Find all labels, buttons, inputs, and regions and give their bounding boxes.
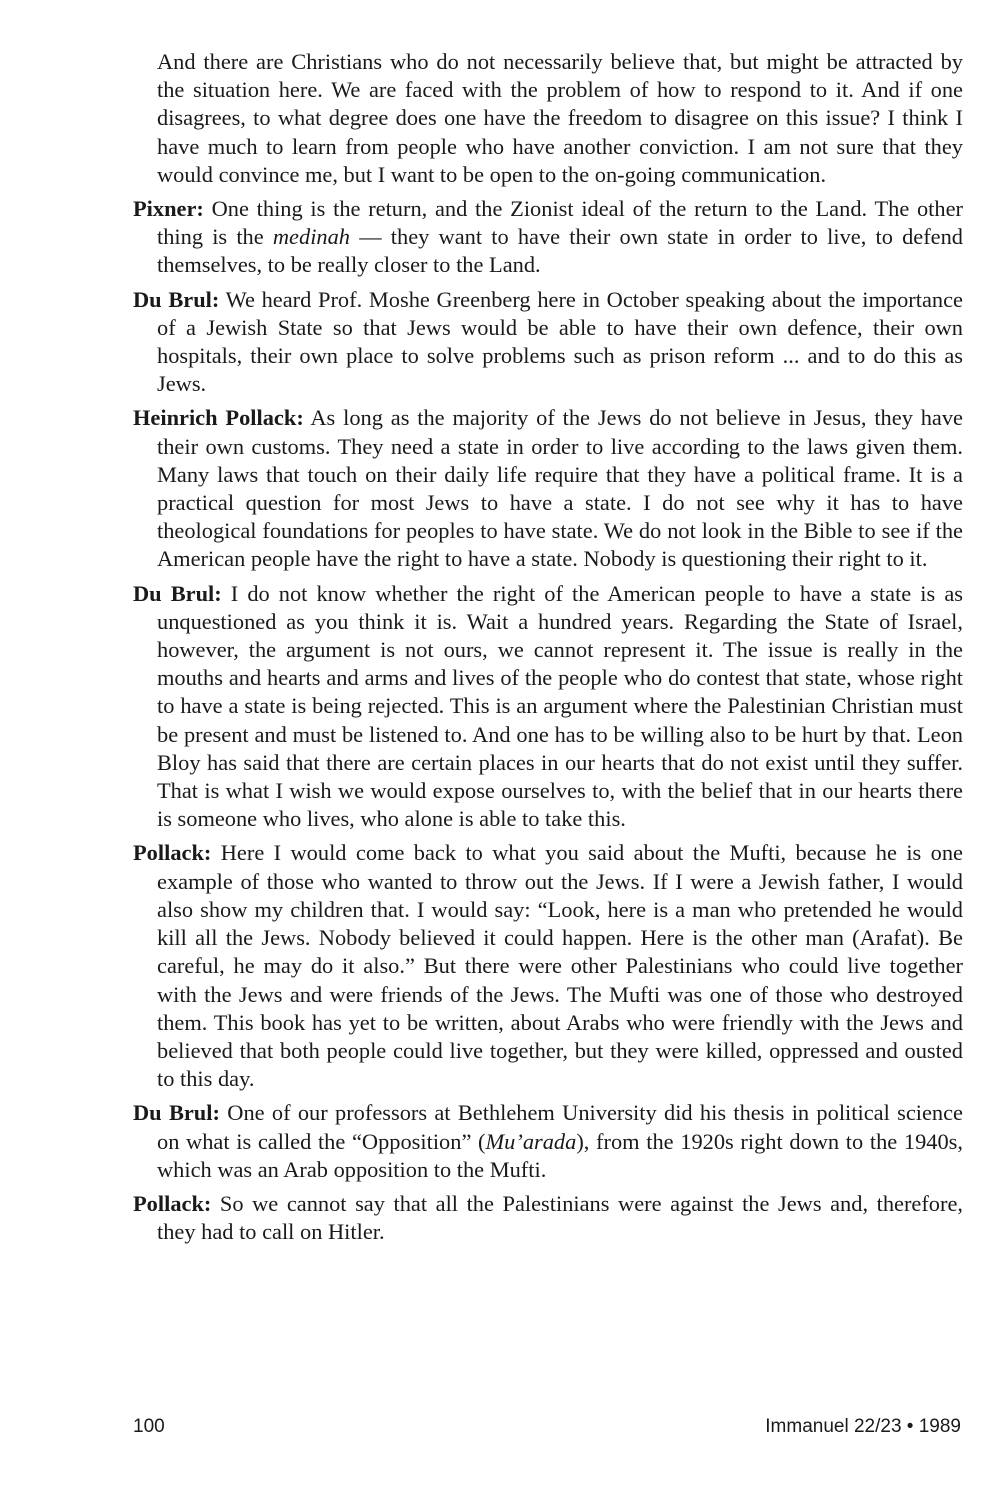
speaker-name: Du Brul: [133,286,220,312]
speaker-name: Pollack: [133,1190,212,1216]
paragraph-text: Here I would come back to what you said about the Mufti, because he is one example of those who wanted to throw out the Jews. If I were a Jewish father, I would also show my children that. I would say: “Look, here is a man who pretended he would kill all the Jews. Nobody believed it could happen. Here is the other man (Arafat). Be careful, he may do it also.” But there were other Palestinians who could live together with the Jews and were friends of the Jews. The Mufti was one of those who destroyed them. This book has yet to be written, about Arabs who were friendly with the Jews and believed that both people could live together, but they were killed, oppressed and ousted to this day. [157,840,963,1092]
speaker-paragraph-heinrich-pollack [133,404,963,573]
page-number: 100 [133,1416,165,1437]
speaker-paragraph-pollack [133,1190,963,1246]
italic-term: Mu’arada [485,1128,577,1154]
journal-citation: Immanuel 22/23 • 1989 [765,1416,961,1437]
paragraph-text: We heard Prof. Moshe Greenberg here in October speaking about the importance of a Jewish State so that Jews would be able to have their own defence, their own hospitals, their own place to solve problems such as prison reform ... and to do this as Jews. [157,286,963,397]
page-body [133,48,963,1252]
speaker-paragraph-pixner [133,195,963,280]
italic-term: medinah [272,224,351,250]
speaker-paragraph-dubrul [133,580,963,834]
speaker-name: Pixner: [133,196,204,222]
paragraph-text: And there are Christians who do not necessarily believe that, but might be attracted by the situation here. We are faced with the problem of how to respond to it. And if one disagrees, to what degree does one have the freedom to disagree on this issue? I think I have much to learn from people who have another conviction. I am not sure that they would convince me, but I want to be open to the on-going communication. [157,49,963,187]
speaker-paragraph-dubrul [133,1099,963,1184]
paragraph-text: One of our professors at Bethlehem University did his thesis in political science on what is called the “Opposition” ( [157,1100,963,1154]
paragraph-text: As long as the majority of the Jews do not believe in Jesus, they have their own customs. They need a state in order to live according to the laws given them. Many laws that touch on their daily life require that they have a political frame. It is a practical question for most Jews to have a state. I do not see why it has to have theological foundations for peoples to have state. We do not look in the Bible to see if the American people have the right to have a state. Nobody is questioning their right to it. [157,405,963,572]
speaker-name: Du Brul: [133,580,222,606]
speaker-name: Heinrich Pollack: [133,405,304,431]
paragraph-text: ), from the 1920s right down to the 1940s, which was an Arab opposition to the Mufti. [157,1128,963,1182]
speaker-paragraph-pollack [133,839,963,1093]
paragraph-text: I do not know whether the right of the American people to have a state is as unquestioned as you think it is. Wait a hundred years. Regarding the State of Israel, however, the argument is not ours, we cannot represent it. The issue is really in the mouths and hearts and arms and lives of the people who do contest that state, whose right to have a state is being rejected. This is an argument where the Palestinian Christian must be present and must be listened to. And one has to be willing also to be hurt by that. Leon Bloy has said that there are certain places in our hearts that do not exist until they suffer. That is what I wish we would expose ourselves to, with the belief that in our hearts there is someone who lives, who alone is able to take this. [157,580,963,832]
speaker-name: Pollack: [133,840,212,866]
paragraph-text: — they want to have their own state in order to live, to defend themselves, to be really closer to the Land. [157,224,964,278]
paragraph-text: So we cannot say that all the Palestinians were against the Jews and, therefore, they had to call on Hitler. [157,1190,963,1245]
speaker-name: Du Brul: [133,1100,220,1126]
page-footer [133,1416,963,1442]
continued-paragraph [133,48,963,189]
speaker-paragraph-dubrul [133,286,963,399]
paragraph-text: One thing is the return, and the Zionist ideal of the return to the Land. The other thing is the [157,196,963,250]
